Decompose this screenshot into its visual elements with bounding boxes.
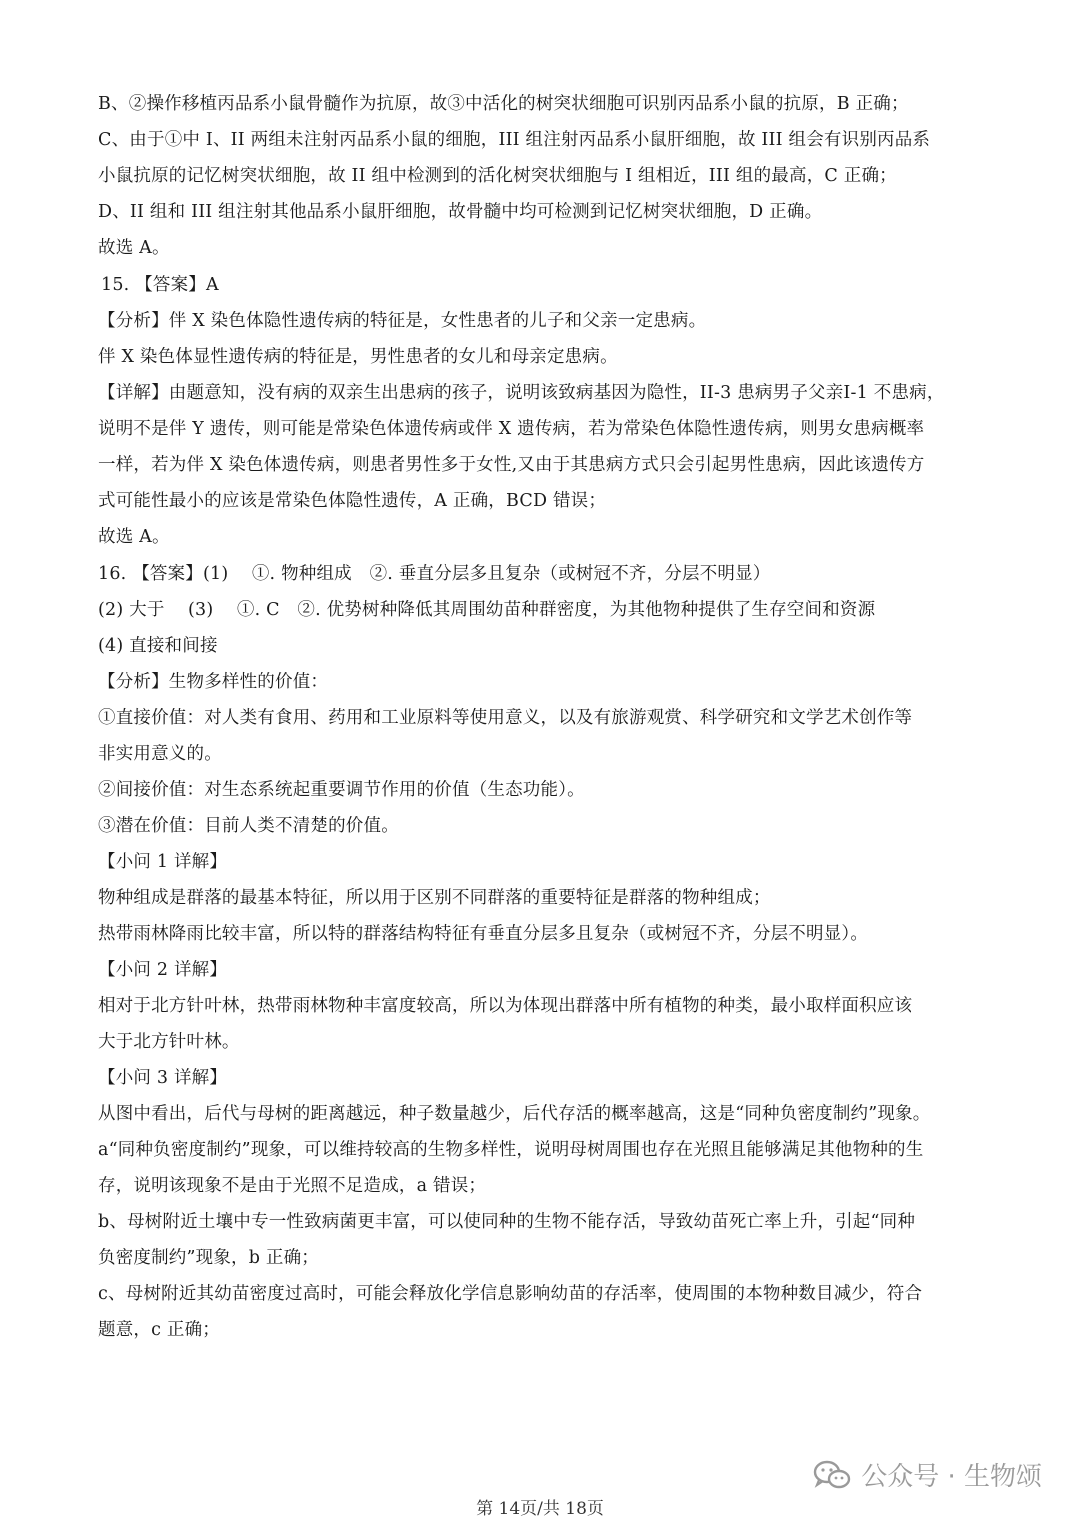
text-line: 【详解】由题意知，没有病的双亲生出患病的孩子，说明该致病基因为隐性，II-3 患病男子父亲I-1 不患病， <box>98 383 945 403</box>
text-line: (2) 大于 (3) ①. C ②. 优势树种降低其周围幼苗种群密度，为其他物种提供了生存空间和资源 <box>98 600 876 620</box>
text-line: B、②操作移植丙品系小鼠骨髓作为抗原，故③中活化的树突状细胞可识别丙品系小鼠的抗原，B 正确； <box>98 94 909 114</box>
text-line: 故选 A。 <box>98 527 170 547</box>
text-line: 负密度制约”现象，b 正确； <box>98 1248 320 1268</box>
text-line: ③潜在价值：目前人类不清楚的价值。 <box>98 816 399 836</box>
text-line: a“同种负密度制约”现象，可以维持较高的生物多样性，说明母树周围也存在光照且能够满足其他物种的生 <box>98 1140 924 1160</box>
text-line: 故选 A。 <box>98 238 170 258</box>
text-line: 存，说明该现象不是由于光照不足造成，a 错误； <box>98 1176 487 1196</box>
text-line: 大于北方针叶林。 <box>98 1032 240 1052</box>
text-line: 说明不是伴 Y 遗传，则可能是常染色体遗传病或伴 X 遗传病，若为常染色体隐性遗传病，则男女患病概率 <box>98 419 925 439</box>
text-line: (4) 直接和间接 <box>98 636 218 656</box>
text-line: 小鼠抗原的记忆树突状细胞，故 II 组中检测到的活化树突状细胞与 I 组相近，III 组的最高，C 正确； <box>98 166 897 186</box>
text-line: c、母树附近其幼苗密度过高时，可能会释放化学信息影响幼苗的存活率，使周围的本物种数目减少，符合 <box>98 1284 923 1304</box>
text-line: 【小问 3 详解】 <box>98 1068 228 1088</box>
text-line: D、II 组和 III 组注射其他品系小鼠肝细胞，故骨髓中均可检测到记忆树突状细胞，D 正确。 <box>98 202 823 222</box>
text-line: 物种组成是群落的最基本特征，所以用于区别不同群落的重要特征是群落的物种组成； <box>98 888 771 908</box>
text-line: ②间接价值：对生态系统起重要调节作用的价值（生态功能）。 <box>98 780 585 800</box>
text-line: 【分析】伴 X 染色体隐性遗传病的特征是，女性患者的儿子和父亲一定患病。 <box>98 311 707 331</box>
text-line: 一样，若为伴 X 染色体遗传病，则患者男性多于女性,又由于其患病方式只会引起男性患病，因此该遗传方 <box>98 455 925 475</box>
text-line: 非实用意义的。 <box>98 744 222 764</box>
text-line: 【小问 2 详解】 <box>98 960 228 980</box>
wechat-icon <box>813 1460 851 1490</box>
text-line: 从图中看出，后代与母树的距离越远，种子数量越少，后代存活的概率越高，这是“同种负密度制约”现象。 <box>98 1104 931 1124</box>
text-line: 【分析】生物多样性的价值： <box>98 672 329 692</box>
watermark-text: 公众号 · 生物颂 <box>861 1462 1042 1492</box>
text-line: 题意，c 正确； <box>98 1320 220 1340</box>
text-line: C、由于①中 I、II 两组未注射丙品系小鼠的细胞，III 组注射丙品系小鼠肝细胞，故 III 组会有识别丙品系 <box>98 130 931 150</box>
text-line: 16. 【答案】(1) ①. 物种组成 ②. 垂直分层多且复杂（或树冠不齐，分层不明显） <box>98 564 771 584</box>
watermark <box>813 1456 1042 1493</box>
text-line: 式可能性最小的应该是常染色体隐性遗传，A 正确，BCD 错误； <box>98 491 607 511</box>
text-line: 15. 【答案】A <box>101 275 219 295</box>
text-line: ①直接价值：对人类有食用、药用和工业原料等使用意义，以及有旅游观赏、科学研究和文学艺术创作等 <box>98 708 913 728</box>
text-line: 伴 X 染色体显性遗传病的特征是，男性患者的女儿和母亲定患病。 <box>98 347 618 367</box>
text-line: 【小问 1 详解】 <box>98 852 228 872</box>
text-line: 热带雨林降雨比较丰富，所以特的群落结构特征有垂直分层多且复杂（或树冠不齐，分层不明显）。 <box>98 924 869 944</box>
page-number: 第 14页/共 18页 <box>476 1499 604 1519</box>
text-line: b、母树附近土壤中专一性致病菌更丰富，可以使同种的生物不能存活，导致幼苗死亡率上升，引起“同种 <box>98 1212 916 1232</box>
text-line: 相对于北方针叶林，热带雨林物种丰富度较高，所以为体现出群落中所有植物的种类，最小取样面积应该 <box>98 996 913 1016</box>
